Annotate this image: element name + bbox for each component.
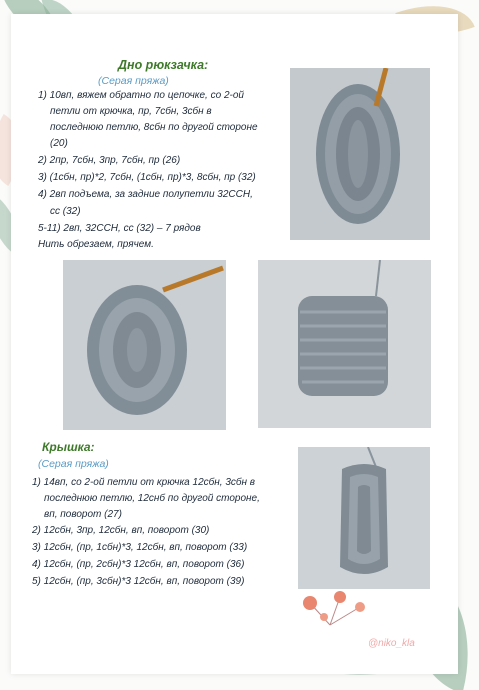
instruction-line: 5) 12сбн, (пр, 3сбн)*3 12сбн, вп, поворот (39) bbox=[32, 576, 245, 587]
instruction-line: сс (32) bbox=[50, 206, 81, 217]
instruction-line: 4) 2вп подъема, за задние полупетли 32ССН, bbox=[38, 189, 253, 200]
instruction-line: последнюю петлю, 8сбн по другой стороне bbox=[50, 122, 258, 133]
watermark-text: @niko_kla bbox=[368, 638, 415, 649]
instruction-line: 3) 12сбн, (пр, 1сбн)*3, 12сбн, вп, поворот (33) bbox=[32, 542, 248, 553]
photo-lid bbox=[298, 447, 430, 589]
photo-bottom-start bbox=[290, 68, 430, 240]
section-title-lid: Крышка: bbox=[42, 440, 95, 454]
instruction-line: 1) 14вп, со 2-ой петли от крючка 12сбн, 3сбн в bbox=[32, 477, 256, 488]
photo-bottom-oval bbox=[63, 260, 226, 430]
section-title-bottom: Дно рюкзачка: bbox=[118, 58, 209, 72]
instruction-line: 5-11) 2вп, 32ССН, сс (32) – 7 рядов bbox=[38, 223, 201, 234]
instruction-line: 2) 2пр, 7сбн, 3пр, 7сбн, пр (26) bbox=[38, 155, 181, 166]
instruction-line: Нить обрезаем, прячем. bbox=[38, 239, 154, 250]
berry-decoration bbox=[290, 585, 380, 645]
section-subtitle-yarn: (Серая пряжа) bbox=[98, 75, 169, 87]
instruction-line: (20) bbox=[50, 138, 68, 149]
instruction-line: 3) (1сбн, пр)*2, 7сбн, (1сбн, пр)*3, 8сбн, пр (32) bbox=[38, 172, 256, 183]
instruction-line: 1) 10вп, вяжем обратно по цепочке, со 2-ой bbox=[38, 90, 244, 101]
instruction-line: вп, поворот (27) bbox=[44, 509, 122, 520]
instruction-line: последнюю петлю, 12снб по другой стороне, bbox=[44, 493, 260, 504]
photo-bag-body bbox=[258, 260, 431, 428]
instruction-line: 2) 12сбн, 3пр, 12сбн, вп, поворот (30) bbox=[32, 525, 210, 536]
instruction-line: петли от крючка, пр, 7сбн, 3сбн в bbox=[50, 106, 212, 117]
section-subtitle-yarn: (Серая пряжа) bbox=[38, 458, 109, 470]
instruction-line: 4) 12сбн, (пр, 2сбн)*3 12сбн, вп, поворот (36) bbox=[32, 559, 245, 570]
